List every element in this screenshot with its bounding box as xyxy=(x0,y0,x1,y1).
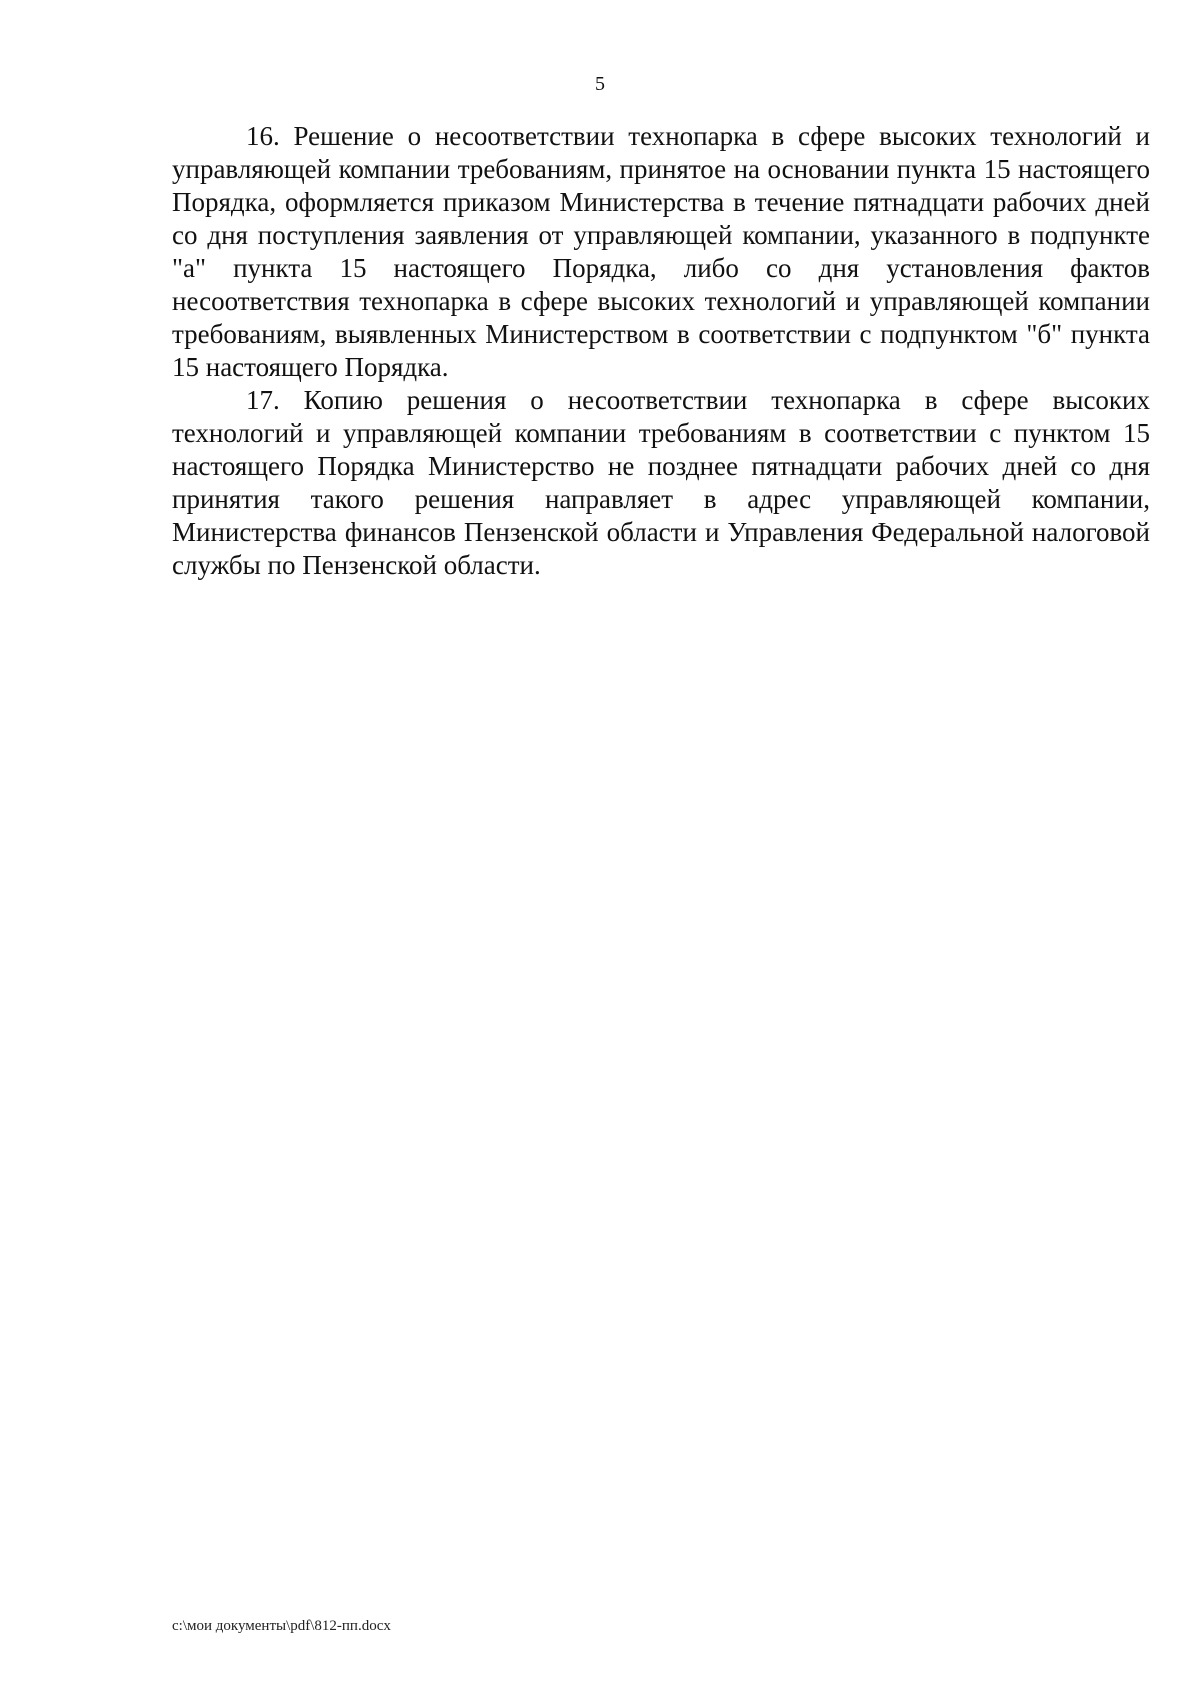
document-body xyxy=(172,120,1150,582)
page-number: 5 xyxy=(595,73,605,95)
footer-file-path: c:\мои документы\pdf\812-пп.docx xyxy=(172,1618,391,1634)
paragraph-16: 16. Решение о несоответствии технопарка в сфере высоких технологий и управляющей компании требованиям, принятое на основании пункта 15 настоящего Порядка, оформляется приказом Министерства в течение пятнадцати рабочих дней со дня поступления заявления от управляющей компании, указанного в подпункте "а" пункта 15 настоящего Порядка, либо со дня установления фактов несоответствия технопарка в сфере высоких технологий и управляющей компании требованиям, выявленных Министерством в соответствии с подпунктом "б" пункта 15 настоящего Порядка. xyxy=(172,121,1150,382)
paragraph-17: 17. Копию решения о несоответствии технопарка в сфере высоких технологий и управляющей компании требованиям в соответствии с пунктом 15 настоящего Порядка Министерство не позднее пятнадцати рабочих дней со дня принятия такого решения направляет в адрес управляющей компании, Министерства финансов Пензенской области и Управления Федеральной налоговой службы по Пензенской области. xyxy=(172,385,1150,580)
